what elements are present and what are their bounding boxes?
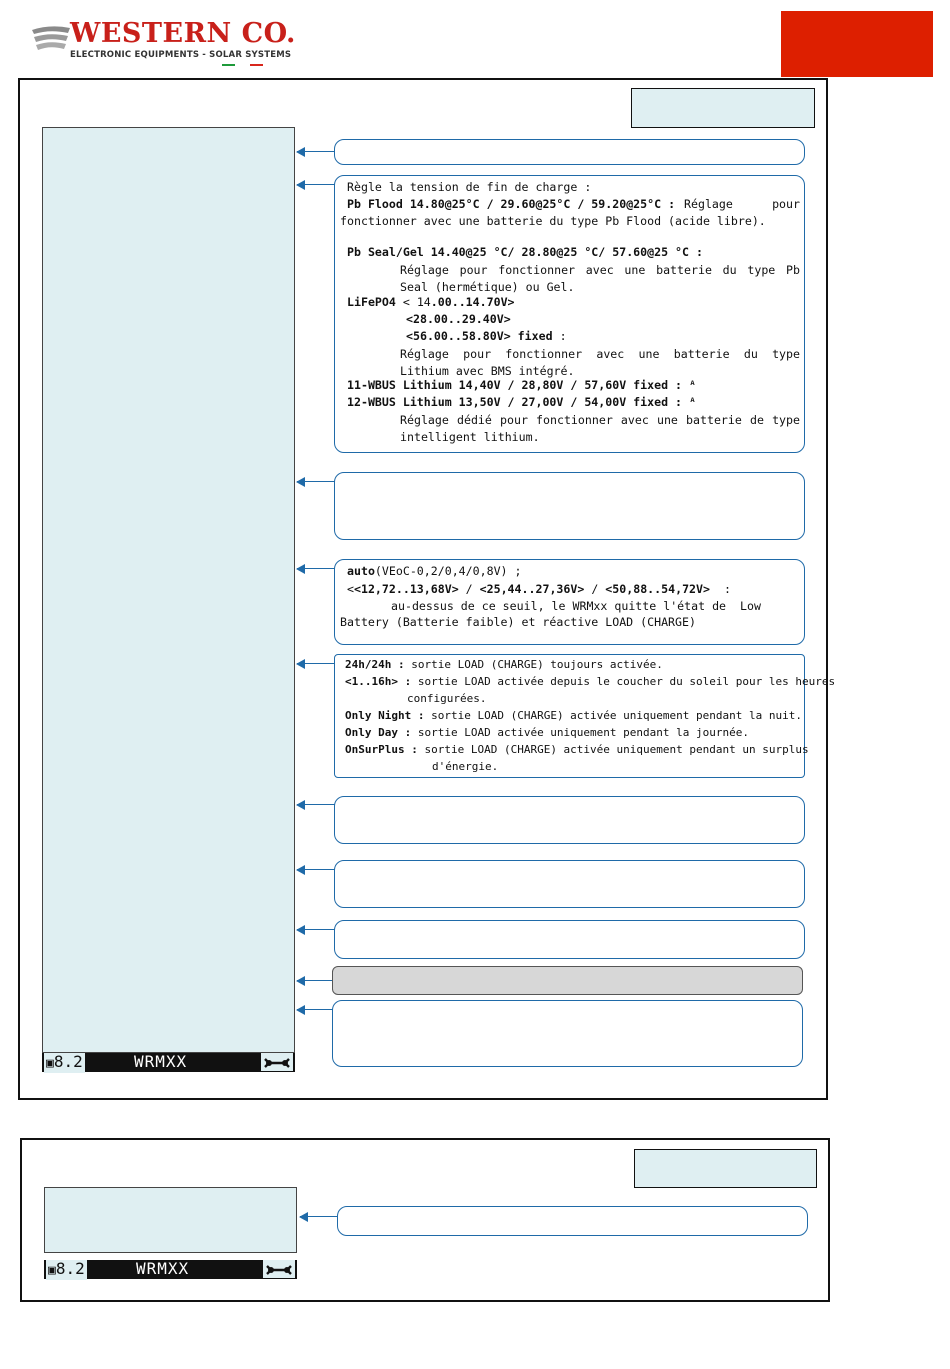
load-mode-surplus-cont: d'énergie.	[432, 760, 499, 773]
flag-red-stripe	[250, 64, 263, 66]
pointer-arrow	[300, 1216, 338, 1217]
lcd-screen-menu	[42, 127, 295, 1053]
callout-empty-1	[334, 139, 805, 165]
load-mode-night: Only Night : sortie LOAD (CHARGE) activée uniquement pendant la nuit.	[345, 709, 802, 722]
lifepo4-range-3: <56.00..58.80V> fixed :	[406, 329, 567, 343]
callout-highlight-grey	[332, 966, 803, 995]
lifepo4-range-2: <28.00..29.40V>	[406, 312, 511, 326]
lifepo4-desc: Réglage pour fonctionner avec une batterie du type Lithium avec BMS intégré.	[400, 347, 800, 378]
lifepo4-range-1: LiFePO4 < 14.00..14.70V>	[347, 295, 515, 309]
brand-name: WESTERN CO.	[70, 18, 296, 49]
pointer-arrow	[297, 184, 335, 185]
brand-tagline: ELECTRONIC EQUIPMENTS - SOLAR SYSTEMS	[70, 50, 292, 60]
pointer-arrow	[297, 663, 335, 664]
pointer-arrow	[297, 568, 335, 569]
load-mode-day: Only Day : sortie LOAD activée uniquement pendant la journée.	[345, 726, 749, 739]
callout-empty-2	[334, 472, 805, 540]
wrench-icon	[263, 1260, 295, 1278]
pointer-arrow	[297, 869, 335, 870]
status-battery-value: ▣8.2	[46, 1052, 83, 1071]
lcd-status-bar	[42, 1053, 295, 1072]
callout-low-battery-reconnect	[334, 559, 805, 645]
pointer-arrow	[297, 804, 335, 805]
pointer-arrow	[297, 929, 335, 930]
corner-red-block	[781, 11, 933, 77]
status-battery-value-2: ▣8.2	[48, 1259, 85, 1278]
callout-empty-3	[334, 796, 805, 844]
pb-seal-desc: Réglage pour fonctionner avec une batterie du type Pb Seal (hermétique) ou Gel.	[400, 263, 800, 294]
callout-empty-7	[337, 1206, 808, 1236]
logo-swoosh-icon	[30, 24, 72, 54]
wbus11-label: 11-WBUS Lithium 14,40V / 28,80V / 57,60V fixed : ᴬ	[347, 378, 697, 392]
section-tag-box	[631, 88, 815, 128]
pb-flood-label: Pb Flood 14.80@25°C / 29.60@25°C / 59.20@25°C :	[347, 197, 676, 211]
reconnect-auto: auto(VEoC-0,2/0,4/0,8V) ;	[347, 564, 522, 578]
callout-load-mode	[334, 654, 836, 778]
load-mode-24h: 24h/24h : sortie LOAD (CHARGE) toujours activée.	[345, 658, 663, 671]
lcd-status-bar-2	[44, 1260, 297, 1279]
flag-green-stripe	[222, 64, 235, 66]
status-device-name-2: WRMXX	[136, 1259, 190, 1278]
status-device-name: WRMXX	[134, 1052, 188, 1071]
wrench-icon	[261, 1053, 293, 1071]
company-logo	[30, 16, 296, 70]
load-mode-hours-cont: configurées.	[407, 692, 487, 705]
pointer-arrow	[297, 151, 335, 152]
reconnect-desc-2: Battery (Batterie faible) et réactive LOAD (CHARGE)	[340, 615, 696, 629]
section-tag-box-2	[634, 1149, 817, 1188]
callout-empty-5	[334, 920, 805, 959]
float-intro: Règle la tension de fin de charge :	[347, 180, 592, 194]
pointer-arrow	[297, 481, 335, 482]
wbus12-label: 12-WBUS Lithium 13,50V / 27,00V / 54,00V fixed : ᴬ	[347, 395, 697, 409]
callout-empty-4	[334, 860, 805, 908]
load-mode-hours: <1..16h> : sortie LOAD activée depuis le coucher du soleil pour les heures	[345, 675, 836, 688]
pb-seal-label: Pb Seal/Gel 14.40@25 °C/ 28.80@25 °C/ 57.60@25 °C :	[347, 245, 703, 259]
load-mode-surplus: OnSurPlus : sortie LOAD (CHARGE) activée uniquement pendant un surplus	[345, 743, 809, 756]
reconnect-desc-1: au-dessus de ce seuil, le WRMxx quitte l'état de Low	[391, 599, 761, 613]
pb-flood-desc: Réglage pour fonctionner avec une batterie du type Pb Flood (acide libre).	[340, 197, 800, 228]
callout-empty-6	[332, 1000, 803, 1067]
reconnect-ranges: <<12,72..13,68V> / <25,44..27,36V> / <50,88..54,72V> :	[347, 582, 731, 596]
pointer-arrow	[297, 980, 333, 981]
callout-float-voltage	[334, 175, 805, 453]
pointer-arrow	[297, 1009, 333, 1010]
lcd-screen-menu-2	[44, 1187, 297, 1253]
wbus-desc: Réglage dédié pour fonctionner avec une batterie de type intelligent lithium.	[400, 413, 800, 444]
